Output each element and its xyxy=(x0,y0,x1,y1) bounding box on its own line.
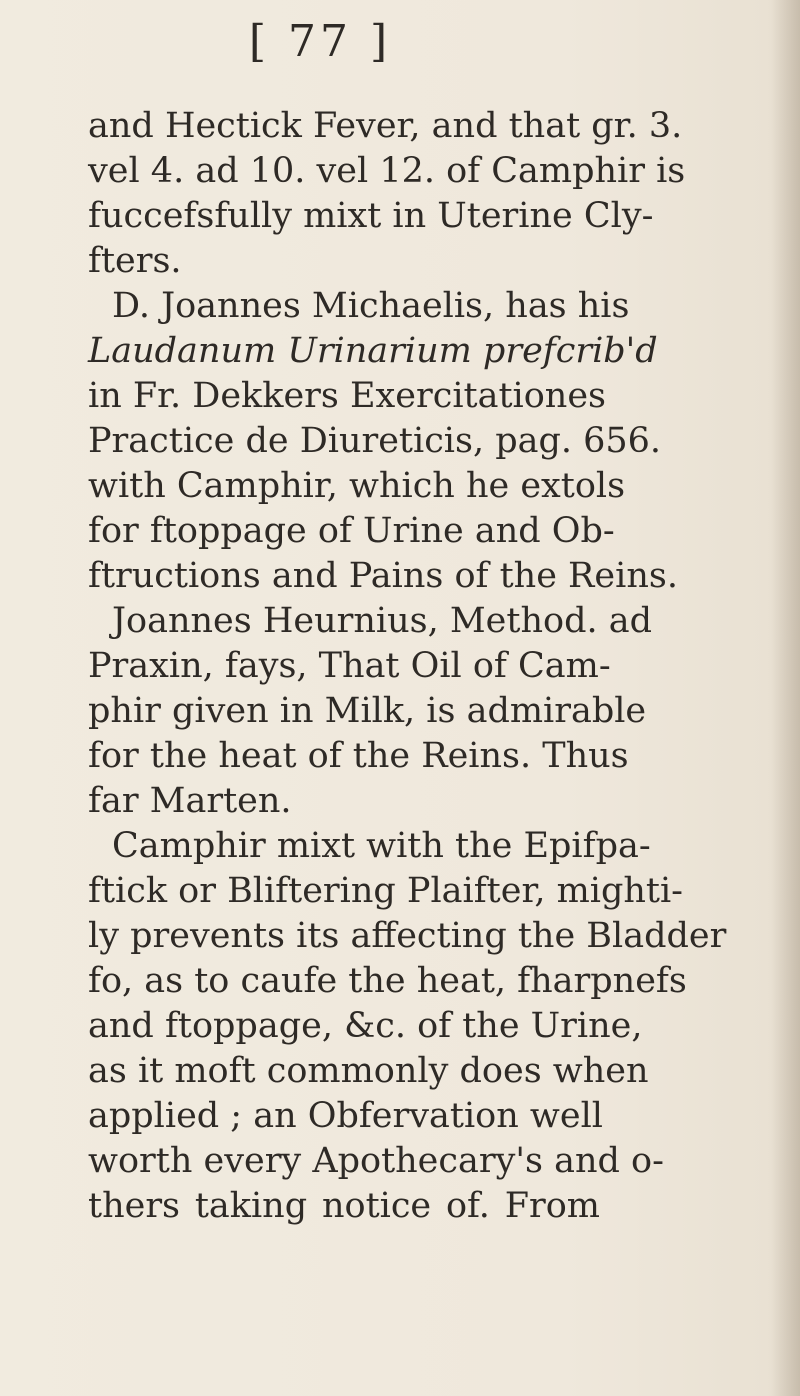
text-line: and Hectick Fever, and that gr. 3. xyxy=(88,106,683,146)
text-line: for the heat of the Reins. Thus xyxy=(88,736,629,776)
text-line: Joannes Heurnius, Method. ad xyxy=(112,601,653,641)
text-line: as it moft commonly does when xyxy=(88,1051,649,1091)
text-line: and ftoppage, &c. of the Urine, xyxy=(88,1006,643,1046)
text-line: far Marten. xyxy=(88,781,292,821)
page-number: [ 77 ] xyxy=(248,16,392,67)
text-line: phir given in Milk, is admirable xyxy=(88,691,647,731)
text-line: Practice de Diureticis, pag. 656. xyxy=(88,421,662,461)
text-line: Camphir mixt with the Epifpa- xyxy=(112,826,651,866)
text-line: D. Joannes Michaelis, has his xyxy=(112,286,630,326)
text-line: for ftoppage of Urine and Ob- xyxy=(88,511,615,551)
text-line: applied ; an Obfervation well xyxy=(88,1096,603,1136)
text-line: with Camphir, which he extols xyxy=(88,466,626,506)
text-line: Laudanum Urinarium prefcrib'd xyxy=(88,331,658,371)
text-line: fo, as to caufe the heat, fharpnefs xyxy=(88,961,687,1001)
text-line: fters. xyxy=(88,241,182,281)
page-edge-shadow xyxy=(772,0,800,1396)
text-line: ly prevents its affecting the Bladder xyxy=(88,916,727,956)
body-text xyxy=(88,104,727,1229)
text-line: ftick or Bliftering Plaifter, mighti- xyxy=(88,871,683,911)
text-line: in Fr. Dekkers Exercitationes xyxy=(88,376,607,416)
text-line: worth every Apothecary's and o- xyxy=(88,1141,664,1181)
text-line: fuccefsfully mixt in Uterine Cly- xyxy=(88,196,654,236)
text-line: Praxin, fays, That Oil of Cam- xyxy=(88,646,611,686)
text-line: vel 4. ad 10. vel 12. of Camphir is xyxy=(88,151,686,191)
text-line: ftructions and Pains of the Reins. xyxy=(88,556,678,596)
text-line: thers taking notice of. From xyxy=(88,1186,600,1226)
